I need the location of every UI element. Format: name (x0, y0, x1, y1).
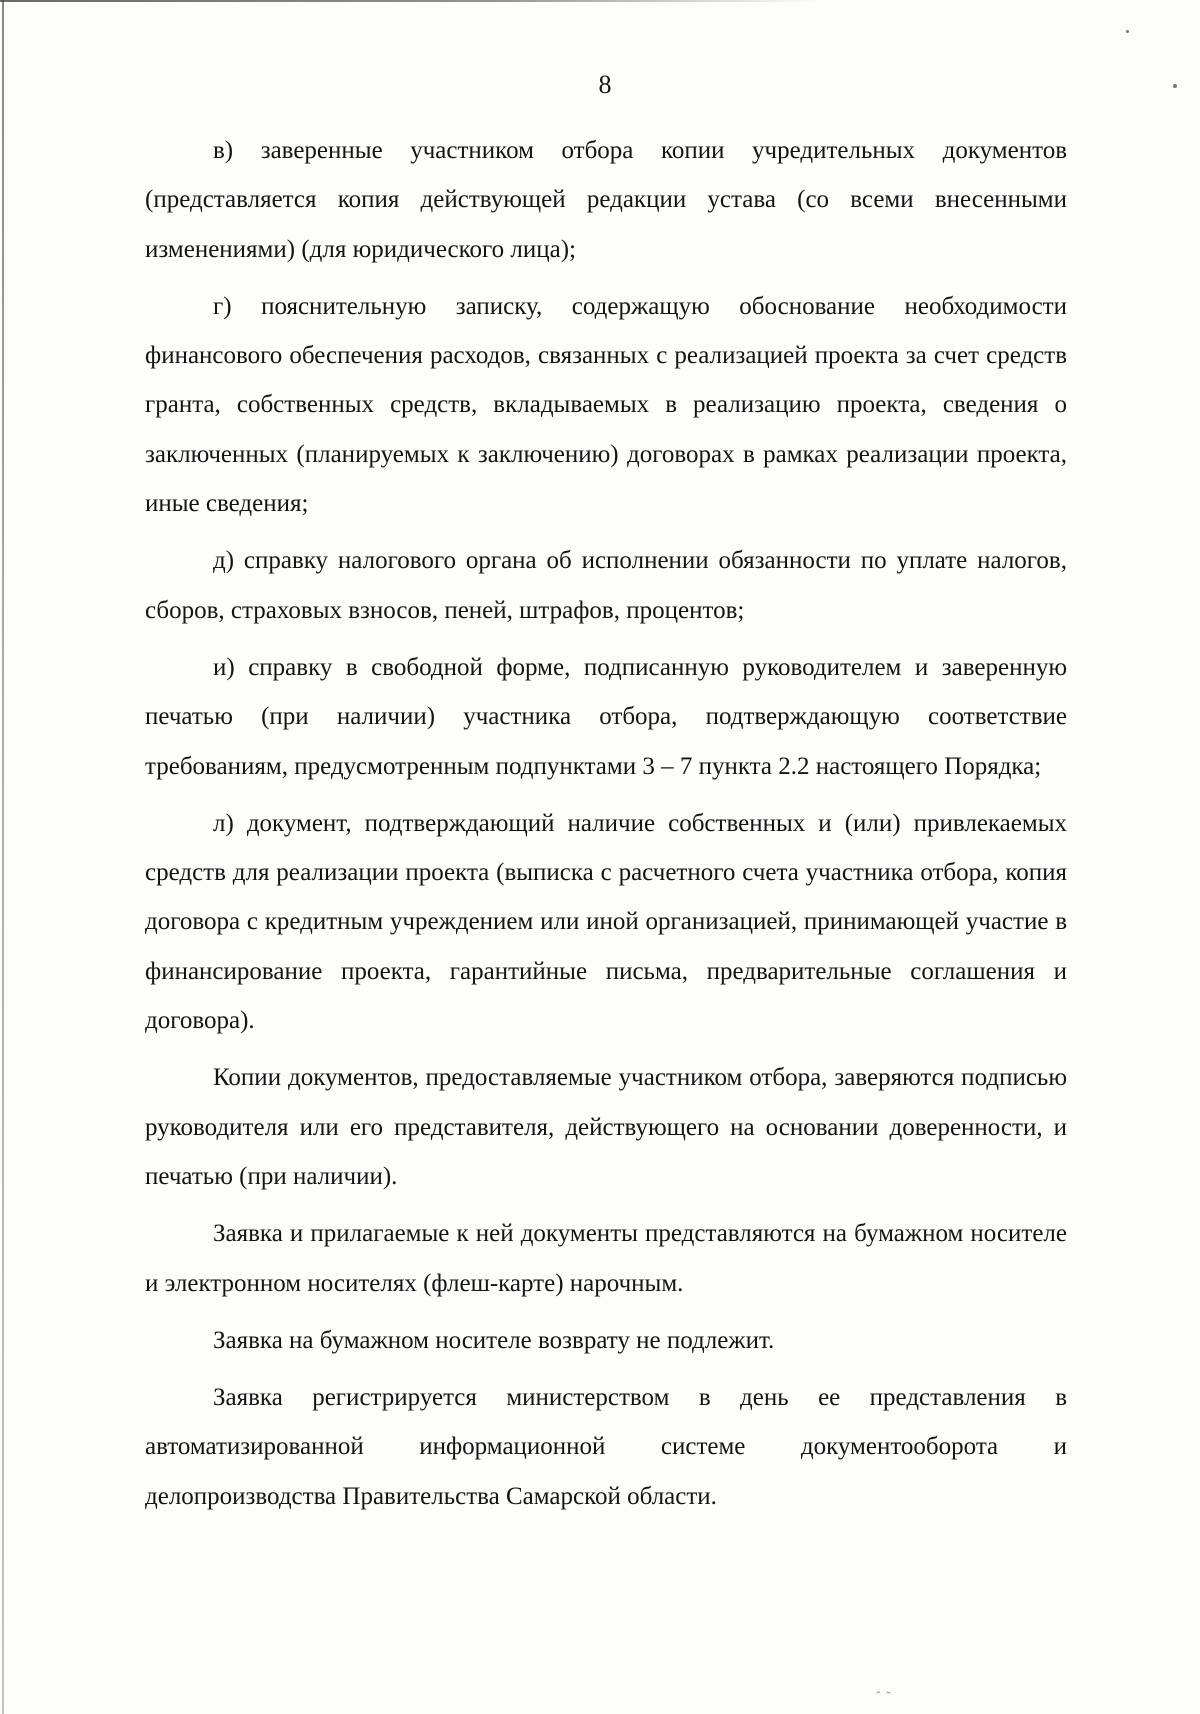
paragraph-application-submission: Заявка и прилагаемые к ней документы представляются на бумажном носителе и электронном носителях (флеш-карте) нарочным. (145, 1220, 1067, 1297)
paragraph-v: в) заверенные участником отбора копии учредительных документов (представляется копия действующей редакции устава (со всеми внесенными изменениями) (для юридического лица); (145, 137, 1067, 263)
scan-edge-left (2, 0, 4, 1714)
paragraph-registration: Заявка регистрируется министерством в день ее представления в автоматизированной информационной системе документооборота и делопроизводства Правительства Самарской области. (145, 1384, 1067, 1510)
paragraph-d: д) справку налогового органа об исполнении обязанности по уплате налогов, сборов, страховых взносов, пеней, штрафов, процентов; (145, 547, 1067, 624)
page-number: 8 (598, 70, 612, 99)
scan-speck (1126, 30, 1129, 33)
scan-edge-top (0, 0, 820, 2)
paragraph-i: и) справку в свободной форме, подписанную руководителем и заверенную печатью (при наличии) участника отбора, подтверждающую соответствие требованиям, предусмотренным подпунктами 3 – 7 пункта 2.2 настоящего Порядка; (145, 653, 1067, 780)
scan-mark: ˆ ˜ (876, 1690, 892, 1705)
document-body (145, 126, 1067, 1521)
paragraph-l: л) документ, подтверждающий наличие собственных и (или) привлекаемых средств для реализации проекта (выписка с расчетного счета участника отбора, копия договора с кредитным учреждением или иной организацией, принимающей участие в финансирование проекта, гарантийные письма, предварительные соглашения и договора). (145, 809, 1067, 1035)
paragraph-no-return: Заявка на бумажном носителе возврату не подлежит. (213, 1326, 775, 1354)
paragraph-copies: Копии документов, предоставляемые участником отбора, заверяются подписью руководителя или его представителя, действующего на основании доверенности, и печатью (при наличии). (145, 1064, 1067, 1190)
paragraph-g: г) пояснительную записку, содержащую обоснование необходимости финансового обеспечения расходов, связанных с реализацией проекта за счет средств гранта, собственных средств, вкладываемых в реализацию проекта, сведения о заключенных (планируемых к заключению) договорах в рамках реализации проекта, иные сведения; (145, 292, 1067, 518)
